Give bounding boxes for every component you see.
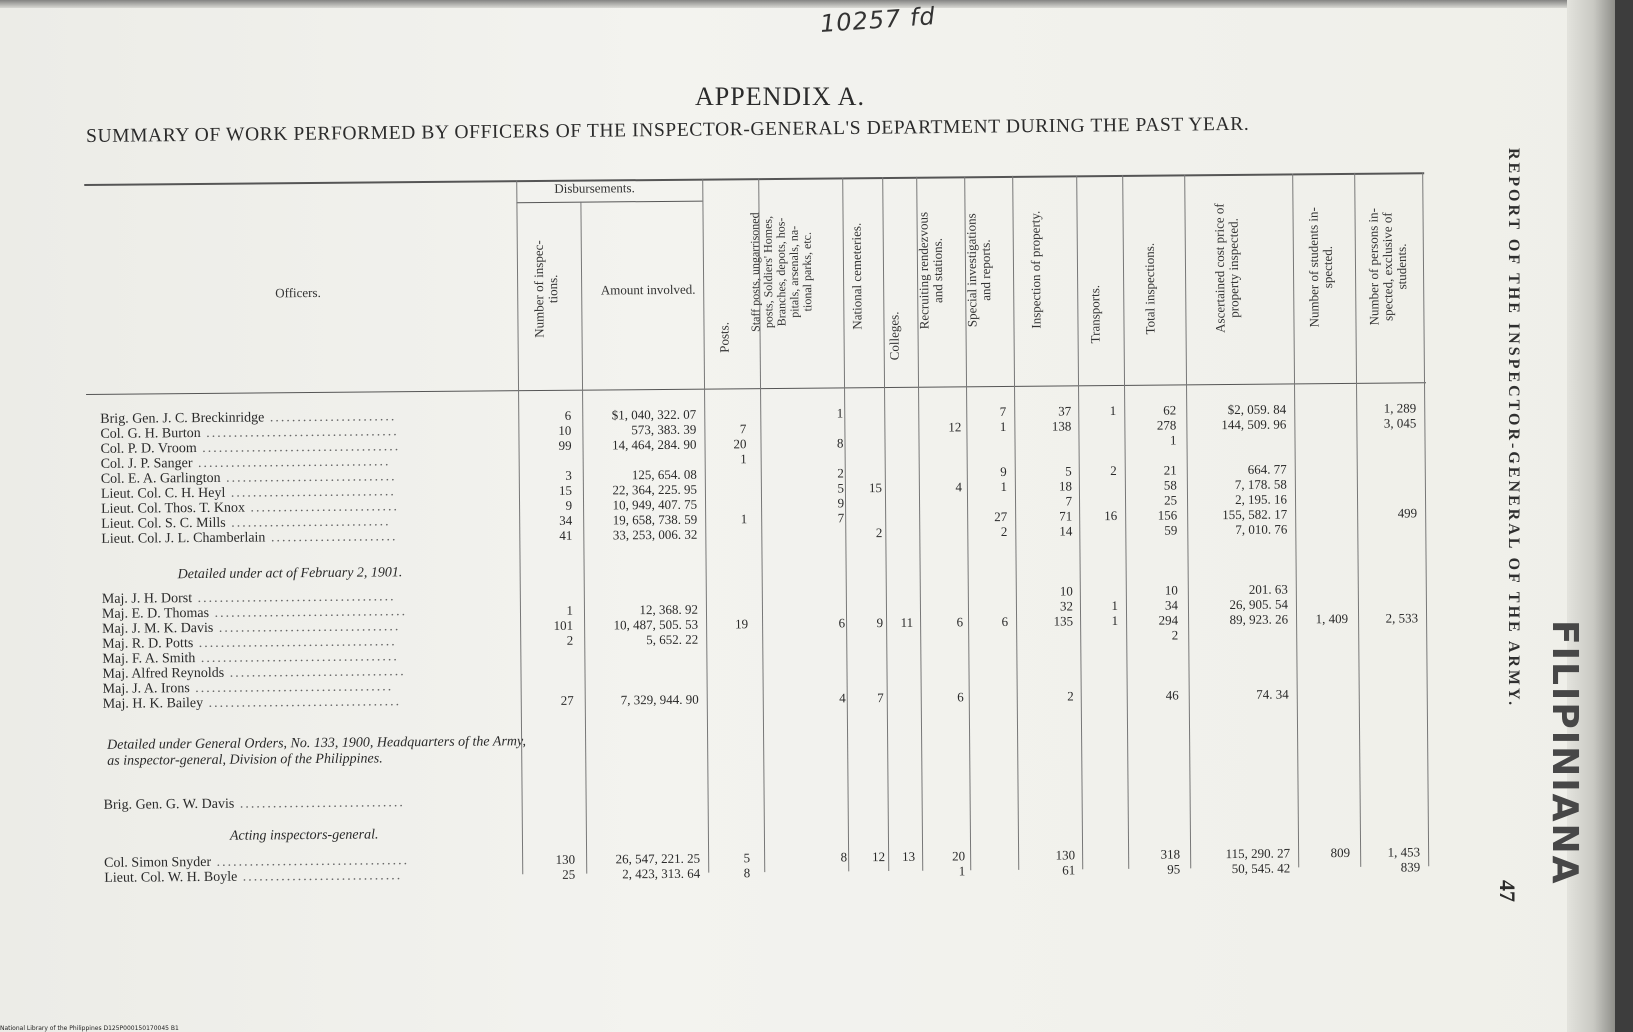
section-label-feb-1901: Detailed under act of February 2, 1901. <box>177 565 403 583</box>
cell-prop: 18 <box>1058 478 1072 494</box>
cell-amount: 573, 383. 39 <box>631 421 697 438</box>
cell-num-insp: 15 <box>558 482 572 498</box>
cell-trans: 1 <box>1109 403 1117 419</box>
leader-dots: .................................... <box>189 679 394 697</box>
cell-students: 1, 409 <box>1315 610 1349 627</box>
cell-posts: 1 <box>740 511 748 527</box>
cell-total: 25 <box>1163 492 1178 508</box>
cell-rec: 6 <box>956 614 964 630</box>
cell-students: 809 <box>1330 844 1351 861</box>
leader-dots: ................................. <box>213 619 401 636</box>
cell-cem: 12 <box>872 849 886 865</box>
cell-rec: 4 <box>955 479 962 495</box>
officer-name-text: Maj. J. M. K. Davis <box>102 620 214 637</box>
officer-name-text: Maj. F. A. Smith <box>102 651 196 667</box>
cell-num-insp: 130 <box>555 851 576 867</box>
cell-staff: 8 <box>836 435 844 451</box>
officer-name <box>104 795 405 814</box>
cell-staff: 2 <box>837 465 844 481</box>
leader-dots: ................................... <box>203 694 402 711</box>
cell-num-insp: 9 <box>565 497 573 513</box>
cell-spec: 1 <box>999 418 1007 435</box>
cell-staff: 7 <box>837 510 845 526</box>
cell-posts: 7 <box>739 421 747 437</box>
header-bottom-rule <box>86 382 1426 395</box>
header-staff-posts: Staff posts, ungarrisoned posts, Soldiers' Homes, Branches, depots, hos- pitals, arsenals, na- tional parks, etc. <box>747 212 815 332</box>
cell-prop: 2 <box>1067 688 1074 704</box>
cell-cost: 74. 34 <box>1256 686 1289 702</box>
cell-rec: 12 <box>948 419 962 435</box>
cell-cost: 50, 545. 42 <box>1231 860 1291 877</box>
leader-dots: ............................... <box>220 469 397 486</box>
summary-subtitle: SUMMARY OF WORK PERFORMED BY OFFICERS OF THE INSPECTOR-GENERAL'S DEPARTMENT DURING THE PAST YEAR. <box>86 113 1250 147</box>
cell-spec: 27 <box>994 508 1008 525</box>
column-rule <box>702 179 709 873</box>
cell-prop: 5 <box>1065 463 1072 479</box>
header-num-students: Number of students in- spected. <box>1305 207 1336 328</box>
leader-dots: .................................... <box>192 589 396 607</box>
cell-posts: 1 <box>740 451 747 467</box>
cell-num-insp: 1 <box>566 602 574 618</box>
cell-posts: 8 <box>743 865 751 881</box>
cell-staff: 5 <box>837 480 844 496</box>
cell-num-insp: 41 <box>559 527 573 543</box>
column-rule <box>882 177 889 871</box>
cell-amount: 12, 368. 92 <box>639 601 699 618</box>
scan-footer: National Library of the Philippines D125P000150170045 B1 <box>0 1025 179 1032</box>
officer-name-text: Lieut. Col. W. H. Boyle <box>104 869 238 886</box>
officer-name-text: Lieut. Col. J. L. Chamberlain <box>101 530 266 547</box>
leader-dots: .............................. <box>234 795 405 812</box>
header-transports: Transports. <box>1087 284 1103 344</box>
leader-dots: ................................... <box>208 604 408 621</box>
cell-persons: 3, 045 <box>1383 415 1417 431</box>
cell-posts: 5 <box>743 850 751 866</box>
leader-dots: ........................... <box>244 499 400 516</box>
cell-prop: 14 <box>1059 523 1073 539</box>
cell-amount: 19, 658, 738. 59 <box>612 511 698 528</box>
cell-num-insp: 2 <box>566 632 574 648</box>
cell-spec: 1 <box>1000 478 1007 495</box>
leader-dots: ....................... <box>264 409 397 426</box>
column-rule <box>1184 174 1191 868</box>
column-rule <box>1422 172 1429 866</box>
cell-total: 46 <box>1165 687 1179 703</box>
cell-cost: 664. 77 <box>1247 461 1287 477</box>
cell-amount: 33, 253, 006. 32 <box>612 526 698 543</box>
officer-name-text: Maj. Alfred Reynolds <box>102 665 225 682</box>
column-rule <box>580 202 587 874</box>
cell-spec: 7 <box>999 403 1007 420</box>
summary-table <box>84 146 1491 928</box>
cell-num-insp: 10 <box>558 422 572 438</box>
leader-dots: ............................. <box>237 868 403 885</box>
section-label-general-orders: Detailed under General Orders, No. 133, 1900, Headquarters of the Army, as inspector-general, Division of the Philippines. <box>107 734 526 769</box>
running-head: REPORT OF THE INSPECTOR-GENERAL OF THE ARMY. <box>1505 148 1522 709</box>
cell-amount: 7, 329, 944. 90 <box>620 691 699 708</box>
cell-col: 13 <box>902 848 916 864</box>
cell-total: 95 <box>1167 861 1181 877</box>
cell-staff: 6 <box>838 615 846 631</box>
header-total-inspections: Total inspections. <box>1141 242 1158 335</box>
cell-staff: 9 <box>837 495 845 511</box>
cell-persons: 839 <box>1400 859 1421 875</box>
header-num-inspections: Number of inspec- tions. <box>530 240 561 338</box>
cell-cost: 2, 195. 16 <box>1234 491 1288 507</box>
cell-rec: 6 <box>957 689 964 705</box>
officer-name-text: Maj. R. D. Potts <box>102 636 194 652</box>
cell-persons: 2, 533 <box>1385 610 1419 626</box>
leader-dots: ................................... <box>211 853 410 870</box>
cell-amount: 2, 423, 313. 64 <box>622 865 701 882</box>
cell-cost: $2, 059. 84 <box>1227 401 1287 418</box>
officer-name-text: Col. J. P. Sanger <box>100 456 193 472</box>
header-posts: Posts. <box>716 321 732 353</box>
cell-persons: 1, 289 <box>1383 400 1417 416</box>
column-rule <box>1076 175 1083 869</box>
cell-persons: 1, 453 <box>1387 844 1421 860</box>
header-disbursements: Disbursements. <box>554 180 635 196</box>
cell-total: 21 <box>1163 462 1177 478</box>
column-rule <box>516 180 523 874</box>
cell-trans: 2 <box>1110 462 1117 479</box>
cell-amount: 125, 654. 08 <box>631 466 697 483</box>
header-special-investigations: Special investigations and reports. <box>963 213 994 328</box>
cell-rec: 20 <box>952 848 966 864</box>
leader-dots: ................................... <box>200 424 399 441</box>
cell-prop: 61 <box>1062 862 1076 878</box>
cell-staff: 1 <box>836 405 844 421</box>
leader-dots: ............................. <box>225 514 391 531</box>
cell-amount: $1, 040, 322. 07 <box>611 406 697 423</box>
leader-dots: .............................. <box>225 484 396 501</box>
cell-spec: 6 <box>1001 613 1009 630</box>
officer-name-text: Brig. Gen. G. W. Davis <box>103 796 235 813</box>
officer-name-text: Maj. E. D. Thomas <box>101 605 210 622</box>
column-rule <box>1012 176 1019 870</box>
cell-prop: 37 <box>1058 403 1072 419</box>
cell-cost: 89, 923. 26 <box>1229 611 1289 628</box>
cell-total: 10 <box>1164 582 1178 598</box>
cell-total: 294 <box>1158 612 1179 628</box>
cell-total: 1 <box>1169 432 1177 448</box>
cell-prop: 71 <box>1059 508 1073 524</box>
officer-name-text: Lieut. Col. C. H. Heyl <box>100 485 226 502</box>
header-national-cemeteries: National cemeteries. <box>848 222 865 330</box>
appendix-title: APPENDIX A. <box>695 82 865 111</box>
cell-cost: 144, 509. 96 <box>1221 416 1287 433</box>
cell-posts: 19 <box>735 616 749 632</box>
cell-cost: 7, 010. 76 <box>1235 521 1288 537</box>
cell-num-insp: 99 <box>558 437 572 453</box>
leader-dots: ................................ <box>224 664 406 681</box>
leader-dots: .................................... <box>196 439 401 457</box>
cell-col: 11 <box>900 614 914 630</box>
cell-total: 156 <box>1157 507 1178 523</box>
cell-cost: 155, 582. 17 <box>1222 506 1288 523</box>
cell-total: 59 <box>1164 522 1178 538</box>
cell-cem: 15 <box>868 480 882 496</box>
cell-prop: 32 <box>1059 598 1074 614</box>
cell-amount: 10, 949, 407. 75 <box>612 496 698 513</box>
cell-prop: 7 <box>1065 493 1073 509</box>
cell-rec: 1 <box>958 863 966 879</box>
header-recruiting: Recruiting rendezvous and stations. <box>915 211 946 330</box>
header-num-persons: Number of persons in- spected, exclusive of students. <box>1365 208 1410 326</box>
cell-posts: 20 <box>733 436 747 452</box>
cell-num-insp: 34 <box>559 512 573 528</box>
page-top-shadow <box>0 0 1615 8</box>
cell-cost: 7, 178. 58 <box>1234 476 1287 492</box>
cell-prop: 138 <box>1051 418 1072 434</box>
disbursements-rule <box>516 201 702 204</box>
officer-name <box>103 694 401 713</box>
leader-dots: ....................... <box>265 529 398 546</box>
cell-num-insp: 3 <box>565 467 572 483</box>
header-colleges: Colleges. <box>886 311 902 361</box>
cell-total: 318 <box>1160 846 1181 862</box>
column-rule <box>1354 173 1361 867</box>
cell-cost: 26, 905. 54 <box>1229 596 1289 613</box>
cell-prop: 130 <box>1055 847 1076 863</box>
cell-amount: 26, 547, 221. 25 <box>615 850 701 867</box>
header-officers: Officers. <box>275 284 321 301</box>
leader-dots: ................................... <box>192 454 391 472</box>
cell-num-insp: 6 <box>564 407 572 423</box>
officer-name-text: Lieut. Col. S. C. Mills <box>101 515 226 532</box>
cell-amount: 5, 652. 22 <box>646 631 699 648</box>
cell-cem: 2 <box>875 525 883 541</box>
cell-spec: 9 <box>1000 463 1007 480</box>
cell-amount: 22, 364, 225. 95 <box>612 481 697 498</box>
cell-num-insp: 101 <box>553 617 574 633</box>
officer-name-text: Col. P. D. Vroom <box>100 441 197 457</box>
officer-name-text: Col. Simon Snyder <box>104 854 212 871</box>
cell-trans: 16 <box>1104 507 1118 524</box>
header-inspection-property: Inspection of property. <box>1027 210 1044 329</box>
cell-cost: 201. 63 <box>1248 581 1288 597</box>
cell-trans: 1 <box>1111 612 1119 629</box>
officer-name-text: Maj. J. H. Dorst <box>101 591 193 607</box>
officer-name-text: Lieut. Col. Thos. T. Knox <box>101 500 246 517</box>
officer-name <box>101 529 397 548</box>
cell-cost: 115, 290. 27 <box>1225 845 1291 862</box>
cell-staff: 4 <box>839 690 846 706</box>
column-rule <box>1292 173 1299 867</box>
cell-spec: 2 <box>1000 523 1008 540</box>
cell-cem: 7 <box>877 690 884 706</box>
officer-name <box>104 868 402 887</box>
cell-num-insp: 27 <box>560 692 574 708</box>
leader-dots: .................................... <box>195 649 399 667</box>
section-label-acting: Acting inspectors-general. <box>229 827 379 844</box>
filipiniana-stamp: FILIPINIANA <box>1544 620 1585 886</box>
cell-cem: 9 <box>876 615 884 631</box>
officer-name-text: Brig. Gen. J. C. Breckinridge <box>100 410 265 427</box>
cell-trans: 1 <box>1111 597 1119 614</box>
leader-dots: .................................... <box>193 634 397 652</box>
cell-staff: 8 <box>840 849 848 865</box>
handwritten-note: 10257 fd <box>819 1 937 39</box>
officer-name-text: Col. G. H. Burton <box>100 425 201 442</box>
officer-name-text: Maj. J. A. Irons <box>102 681 190 697</box>
header-cost-price: Ascertained cost price of property inspected. <box>1211 203 1242 333</box>
cell-amount: 14, 464, 284. 90 <box>611 436 697 453</box>
column-rule <box>1122 175 1129 869</box>
cell-total: 34 <box>1164 597 1179 613</box>
cell-total: 62 <box>1163 402 1177 418</box>
header-amount-involved: Amount involved. <box>600 281 696 298</box>
officer-name-text: Col. E. A. Garlington <box>100 470 221 487</box>
cell-persons: 499 <box>1397 505 1418 521</box>
cell-prop: 10 <box>1059 583 1073 599</box>
cell-total: 2 <box>1171 627 1179 643</box>
cell-total: 278 <box>1156 417 1177 433</box>
cell-prop: 135 <box>1053 613 1074 629</box>
cell-amount: 10, 487, 505. 53 <box>613 616 699 633</box>
page-number: 47 <box>1495 880 1520 902</box>
officer-name-text: Maj. H. K. Bailey <box>102 695 204 712</box>
cell-num-insp: 25 <box>562 866 576 882</box>
cell-total: 58 <box>1163 477 1177 493</box>
